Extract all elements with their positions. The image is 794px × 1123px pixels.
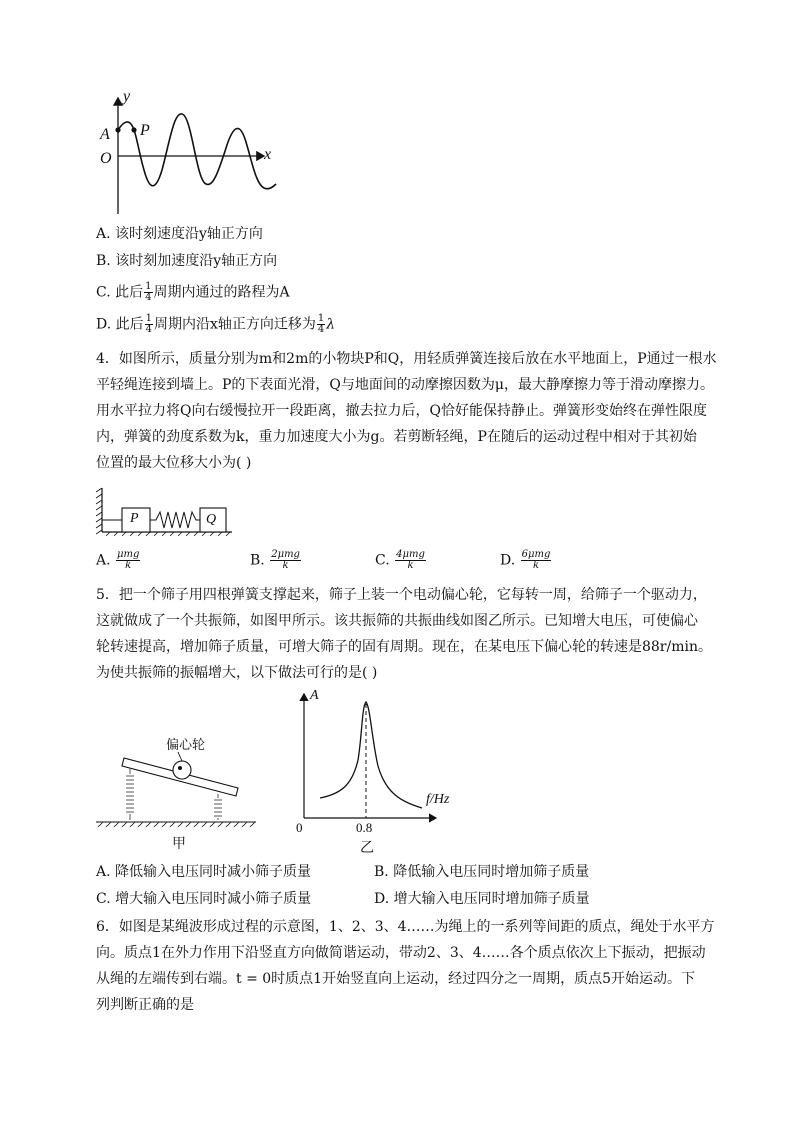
q3-wave-svg (96, 92, 286, 222)
q3-option-b: B. 该时刻加速度沿y轴正方向 (96, 253, 278, 269)
q6-stem (96, 914, 715, 1018)
q5-option-b: B. 降低输入电压同时增加筛子质量 (374, 864, 590, 880)
q6-line: 向。质点1在外力作用下沿竖直方向做简谐运动，带动2、3、4……各个质点依次上下振动，把振动 (96, 945, 706, 961)
origin-label: O (100, 150, 112, 167)
y-axis-label: y (123, 88, 131, 105)
q4-line: 平轻绳连接到墙上。P的下表面光滑，Q与地面间的动摩擦因数为μ，最大静摩擦力等于滑动摩擦力。 (96, 377, 714, 393)
option-fraction: $\frac{\text{4μmg}}{k}$ (396, 549, 425, 571)
peak-frequency-label: 0.8 (356, 820, 373, 835)
point-a-label: A (100, 126, 110, 143)
fig-yi-caption: 乙 (360, 840, 374, 856)
q4-option-c (375, 550, 427, 571)
wheel-center (178, 766, 182, 770)
q4-line: 内，弹簧的劲度系数为k，重力加速度大小为g。若剪断轻绳，P在随后的运动过程中相对于其初始 (96, 429, 697, 445)
q6-line: 6．如图是某绳波形成过程的示意图，1、2、3、4……为绳上的一系列等间距的质点，绳处于水平方 (96, 919, 715, 935)
q4-figure (96, 486, 236, 536)
q3-option-d-pre: D. 此后 (96, 316, 144, 333)
q5-line: 这就做成了一个共振筛，如图甲所示。该共振筛的共振曲线如图乙所示。已知增大电压，可使偏心 (96, 613, 698, 629)
point-p-dot (131, 127, 136, 132)
left-spring (126, 768, 134, 820)
spring (150, 512, 202, 528)
x-axis-label: x (264, 146, 272, 163)
q3-wave-graph (96, 88, 286, 222)
q4-stem (96, 346, 717, 476)
q4-figure-svg (96, 486, 236, 536)
q3-option-c (96, 282, 290, 303)
option-fraction: $\frac{\text{2μmg}}{k}$ (271, 549, 300, 571)
option-letter: B. (250, 552, 265, 569)
q5-option-c: C. 增大输入电压同时减小筛子质量 (96, 891, 312, 907)
q3-option-c-post: 周期内通过的路程为A (153, 284, 290, 301)
q5-option-a: A. 降低输入电压同时减小筛子质量 (96, 864, 312, 880)
q5-line: 轮转速提高，增加筛子质量，可增大筛子的固有周期。现在，在某电压下偏心轮的转速是88r/min。 (96, 639, 712, 655)
eccentric-wheel-label: 偏心轮 (166, 738, 206, 753)
fraction-quarter: $\frac{1}{4}$ (145, 313, 153, 335)
eccentric-wheel (173, 761, 191, 779)
q4-option-b (250, 550, 302, 571)
option-fraction: $\frac{\text{6μmg}}{k}$ (521, 549, 551, 571)
q5-option-d: D. 增大输入电压同时增加筛子质量 (374, 891, 590, 907)
q4-option-d (500, 550, 552, 571)
f-axis-label: f/Hz (426, 792, 450, 807)
q3-option-a: A. 该时刻速度沿y轴正方向 (96, 226, 263, 242)
q5-line: 为使共振筛的振幅增大，以下做法可行的是( ) (96, 665, 378, 681)
q4-line: 4．如图所示，质量分别为m和2m的小物块P和Q，用轻质弹簧连接后放在水平地面上，P通过一根水 (96, 351, 717, 367)
right-spring (214, 794, 222, 820)
fig-jia (96, 734, 260, 854)
q4-line: 位置的最大位移大小为( ) (96, 455, 252, 471)
block-q-label: Q (206, 512, 217, 527)
point-a-dot (115, 127, 120, 132)
fraction-quarter: $\frac{1}{4}$ (317, 313, 325, 335)
option-letter: C. (375, 552, 390, 569)
q6-line: 列判断正确的是 (96, 997, 194, 1013)
block-p-label: P (130, 511, 139, 526)
option-fraction: $\frac{\text{μmg}}{k}$ (117, 549, 140, 571)
q3-option-d-post: λ (326, 316, 336, 333)
origin-label: 0 (296, 820, 303, 835)
q6-line: 从绳的左端传到右端。t = 0时质点1开始竖直向上运动，经过四分之一周期，质点5开始运动。下 (96, 971, 695, 987)
ground-hatching (98, 822, 255, 827)
a-axis-label: A (310, 688, 319, 703)
fraction-quarter: $\frac{1}{4}$ (145, 281, 152, 303)
q3-option-d-mid: 周期内沿x轴正方向迁移为 (154, 316, 316, 333)
q4-line: 用水平拉力将Q向右缓慢拉开一段距离，撤去拉力后，Q恰好能保持静止。弹簧形变始终在弹性限度 (96, 403, 707, 419)
point-p-label: P (140, 122, 150, 139)
q3-option-d (96, 314, 335, 335)
q3-option-c-pre: C. 此后 (96, 284, 144, 301)
resonance-curve (320, 702, 422, 808)
q4-option-a (96, 550, 141, 571)
q5-line: 5．把一个筛子用四根弹簧支撑起来，筛子上装一个电动偏心轮，它每转一周，给筛子一个驱动力， (96, 587, 707, 603)
fig-yi (290, 690, 450, 860)
fig-jia-caption: 甲 (172, 836, 186, 852)
option-letter: A. (96, 552, 111, 569)
option-letter: D. (500, 552, 516, 569)
q5-stem (96, 582, 712, 686)
wall-hatching (96, 488, 102, 534)
fig-yi-svg (290, 690, 450, 830)
